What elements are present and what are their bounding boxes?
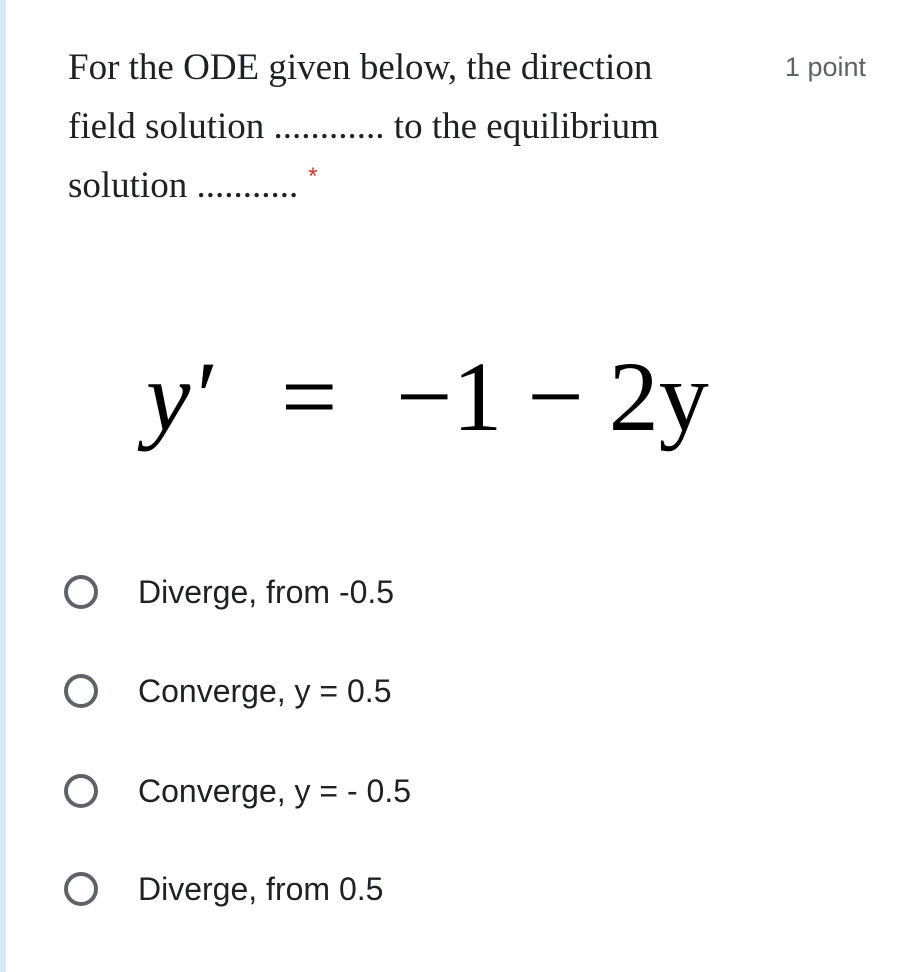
equation-image <box>6 330 906 470</box>
option-label: Converge, y = - 0.5 <box>138 772 412 809</box>
equation-svg <box>6 330 906 470</box>
option-label: Diverge, from -0.5 <box>138 573 395 610</box>
radio-button-icon[interactable] <box>64 872 98 906</box>
option-label: Converge, y = 0.5 <box>138 672 392 709</box>
required-asterisk-icon: * <box>308 162 318 190</box>
option-diverge-from-0-5[interactable] <box>64 854 383 924</box>
equation-rhs: −1 − 2y <box>396 341 709 452</box>
option-diverge-from-neg-0-5[interactable] <box>64 557 394 627</box>
equation-equals: = <box>281 341 338 452</box>
option-converge-y-0-5[interactable] <box>64 656 391 726</box>
radio-button-icon[interactable] <box>64 674 98 708</box>
question-text: For the ODE given below, the direction field solution ............ to the equilibrium solution ........... <box>68 47 659 206</box>
question-card <box>6 0 906 972</box>
option-converge-y-neg-0-5[interactable] <box>64 756 411 826</box>
question-points: 1 point <box>784 52 866 82</box>
radio-button-icon[interactable] <box>64 774 98 808</box>
radio-button-icon[interactable] <box>64 575 98 609</box>
equation-lhs: y′ <box>146 341 213 452</box>
question-title <box>68 38 728 215</box>
option-label: Diverge, from 0.5 <box>138 870 384 907</box>
